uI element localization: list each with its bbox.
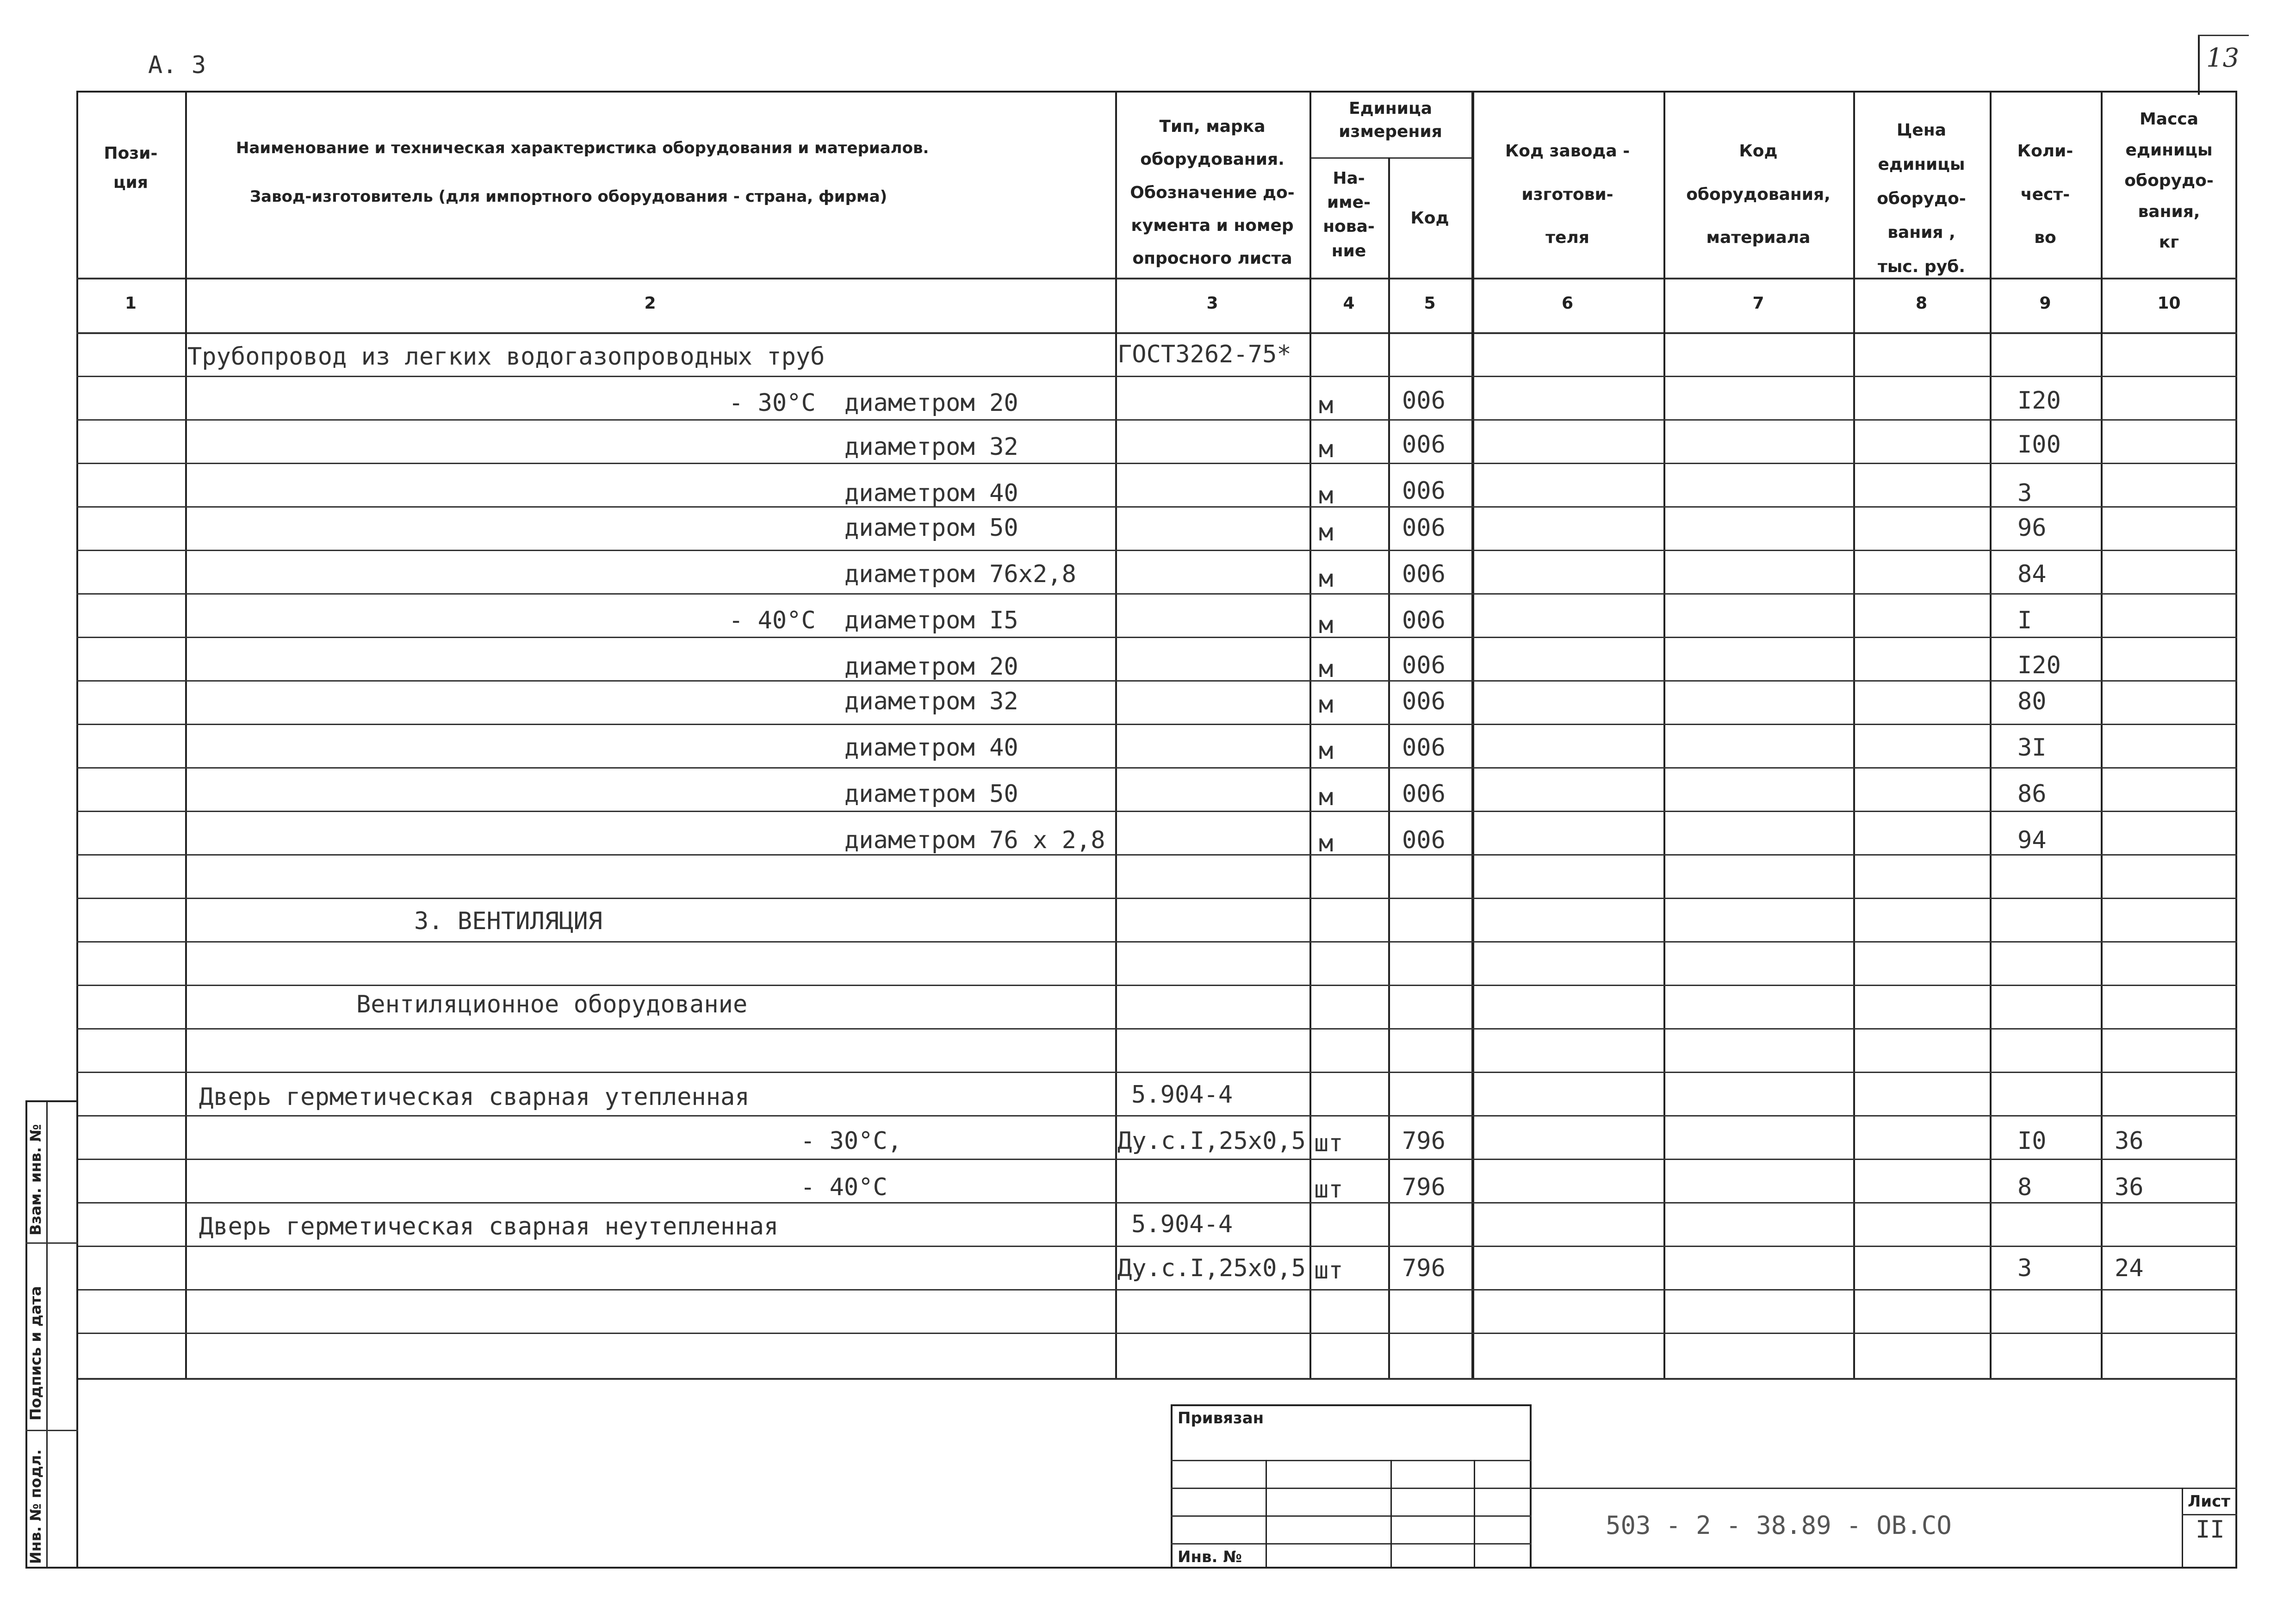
row-10-qty: 86 xyxy=(2017,780,2047,808)
row-4-qty: 96 xyxy=(2017,514,2047,542)
row-16-unit: шт xyxy=(1314,1176,1343,1204)
side-label-replaced-inv: Взам. инв. № xyxy=(27,1124,44,1235)
row-14-name: Дверь герметическая сварная утепленная xyxy=(199,1083,750,1111)
header-unit-mass: Масса единицы оборудо- вания, кг xyxy=(2124,110,2214,252)
subsection-ventilation-equipment: Вентиляционное оборудование xyxy=(356,991,748,1018)
colnum-8: 8 xyxy=(1915,294,1928,313)
row-0-doc: ГОСТ3262-75* xyxy=(1117,341,1291,368)
side-label-signature-date: Подпись и дата xyxy=(27,1286,44,1421)
col-line-3 xyxy=(1309,91,1311,1378)
row-18-code: 796 xyxy=(1402,1254,1446,1282)
sheet-box-mid xyxy=(2182,1514,2237,1515)
row-line xyxy=(76,941,2237,943)
col-line-9 xyxy=(2101,91,2103,1378)
row-18-unit: шт xyxy=(1314,1257,1343,1284)
row-line xyxy=(76,1202,2237,1204)
page-number-box-left xyxy=(2198,35,2200,95)
row-6-qty: I xyxy=(2017,607,2032,634)
row-2-unit: м xyxy=(1319,435,1334,463)
row-line xyxy=(76,1159,2237,1160)
row-line xyxy=(76,463,2237,464)
stamp-vline xyxy=(1390,1460,1392,1569)
stamp-tied-label: Привязан xyxy=(1178,1409,1264,1427)
row-6-prefix: - 40°С xyxy=(729,607,816,634)
colnum-3: 3 xyxy=(1206,294,1218,313)
row-1-unit: м xyxy=(1319,391,1334,419)
row-9-qty: 3I xyxy=(2017,734,2047,762)
colnum-9: 9 xyxy=(2039,294,2051,313)
unit-group-line xyxy=(1309,157,1471,159)
row-7-qty: I20 xyxy=(2017,651,2061,679)
colnum-6: 6 xyxy=(1561,294,1574,313)
row-17-name: Дверь герметическая сварная неутепленная xyxy=(199,1213,779,1241)
row-line xyxy=(76,1072,2237,1073)
row-8-unit: м xyxy=(1319,691,1334,719)
stamp-vline xyxy=(1266,1460,1267,1569)
row-9-code: 006 xyxy=(1402,734,1446,762)
row-line xyxy=(76,1246,2237,1247)
col-line-2 xyxy=(1115,91,1117,1378)
stamp-line xyxy=(1171,1488,1532,1489)
row-10-unit: м xyxy=(1319,783,1334,811)
row-0-name: Трубопровод из легких водогазопроводных труб xyxy=(187,343,825,371)
row-4-code: 006 xyxy=(1402,514,1446,542)
stamp-code-top xyxy=(1532,1488,2237,1489)
row-16-code: 796 xyxy=(1402,1173,1446,1201)
row-11-qty: 94 xyxy=(2017,826,2047,854)
side-stamp-divider xyxy=(25,1242,78,1244)
row-line xyxy=(76,419,2237,421)
row-16-mass: 36 xyxy=(2115,1173,2144,1201)
row-16-qty: 8 xyxy=(2017,1173,2032,1201)
header-name-line2: Завод-изготовитель (для импортного оборудования - страна, фирма) xyxy=(250,187,887,206)
header-unit-group: Единица измерения xyxy=(1339,99,1442,142)
row-2-name: диаметром 32 xyxy=(844,433,1018,461)
header-equipment-code: Код оборудования, материала xyxy=(1686,142,1831,248)
row-11-unit: м xyxy=(1319,830,1334,857)
header-name-line1: Наименование и техническая характеристика оборудования и материалов. xyxy=(236,139,929,157)
section-ventilation-title: 3. ВЕНТИЛЯЦИЯ xyxy=(414,907,602,935)
row-3-unit: м xyxy=(1319,482,1334,509)
page-number-box-top xyxy=(2198,35,2249,36)
header-quantity: Коли- чест- во xyxy=(2017,142,2073,248)
row-7-unit: м xyxy=(1319,655,1334,683)
row-line xyxy=(76,506,2237,508)
table-bottom-line xyxy=(76,1378,2237,1380)
row-line xyxy=(76,593,2237,595)
row-5-qty: 84 xyxy=(2017,560,2047,588)
row-line xyxy=(76,1028,2237,1030)
row-14-doc: 5.904-4 xyxy=(1131,1081,1233,1109)
row-6-unit: м xyxy=(1319,611,1334,639)
row-3-qty: 3 xyxy=(2017,479,2032,507)
col-line-8 xyxy=(1990,91,1992,1378)
stamp-line xyxy=(1171,1460,1532,1461)
row-line xyxy=(76,550,2237,551)
colnum-4: 4 xyxy=(1343,294,1355,313)
row-line xyxy=(76,898,2237,899)
row-line xyxy=(76,724,2237,725)
row-10-code: 006 xyxy=(1402,780,1446,808)
colnum-7: 7 xyxy=(1752,294,1764,313)
row-15-unit: шт xyxy=(1314,1129,1343,1157)
side-label-original-inv: Инв. № подл. xyxy=(27,1449,44,1564)
page-number: 13 xyxy=(2206,43,2240,73)
colnum-5: 5 xyxy=(1424,294,1436,313)
row-9-unit: м xyxy=(1319,737,1334,765)
row-line xyxy=(76,680,2237,682)
row-1-code: 006 xyxy=(1402,387,1446,415)
row-15-doc: Ду.с.I,25х0,5 xyxy=(1117,1127,1306,1155)
col-line-5 xyxy=(1471,91,1474,1378)
row-5-unit: м xyxy=(1319,565,1334,593)
stamp-inv-label: Инв. № xyxy=(1178,1548,1242,1566)
row-3-code: 006 xyxy=(1402,477,1446,505)
row-18-qty: 3 xyxy=(2017,1254,2032,1282)
colnum-1: 1 xyxy=(124,294,137,313)
row-line xyxy=(76,811,2237,812)
header-position: Пози- ция xyxy=(104,144,158,192)
row-8-code: 006 xyxy=(1402,688,1446,715)
row-4-name: диаметром 50 xyxy=(844,514,1018,542)
header-unit-name: На- име- нова- ние xyxy=(1323,169,1375,261)
side-stamp-divider xyxy=(25,1430,78,1431)
row-15-code: 796 xyxy=(1402,1127,1446,1155)
document-code: 503 - 2 - 38.89 - ОВ.СО xyxy=(1606,1511,1952,1540)
row-1-qty: I20 xyxy=(2017,387,2061,415)
row-11-name: диаметром 76 х 2,8 xyxy=(844,826,1105,854)
sheet-number: II xyxy=(2196,1516,2225,1544)
row-line xyxy=(76,1115,2237,1117)
stamp-line xyxy=(1171,1543,1532,1545)
row-5-name: диаметром 76х2,8 xyxy=(844,560,1076,588)
stamp-vline xyxy=(1474,1460,1475,1569)
row-line xyxy=(76,1289,2237,1290)
row-18-doc: Ду.с.I,25х0,5 xyxy=(1117,1254,1306,1282)
row-18-mass: 24 xyxy=(2115,1254,2144,1282)
row-line xyxy=(76,985,2237,986)
row-7-name: диаметром 20 xyxy=(844,653,1018,681)
row-line xyxy=(76,637,2237,638)
row-8-qty: 80 xyxy=(2017,688,2047,715)
row-6-code: 006 xyxy=(1402,607,1446,634)
header-type-mark: Тип, марка оборудования. Обозначение до- кумента и номер опросного листа xyxy=(1130,117,1295,268)
row-3-name: диаметром 40 xyxy=(844,479,1018,507)
colnum-bottom-line xyxy=(76,332,2237,334)
row-8-name: диаметром 32 xyxy=(844,688,1018,715)
row-15-prefix: - 30°С, xyxy=(800,1127,902,1155)
row-1-name: диаметром 20 xyxy=(844,389,1018,417)
row-6-name: диаметром I5 xyxy=(844,607,1018,634)
row-16-prefix: - 40°С xyxy=(800,1173,887,1201)
row-2-code: 006 xyxy=(1402,431,1446,459)
row-2-qty: I00 xyxy=(2017,431,2061,459)
row-line xyxy=(76,767,2237,769)
sheet-label: Лист xyxy=(2188,1492,2230,1511)
row-15-mass: 36 xyxy=(2115,1127,2144,1155)
row-11-code: 006 xyxy=(1402,826,1446,854)
header-unit-price: Цена единицы оборудо- вания , тыс. руб. xyxy=(1877,121,1966,277)
colnum-10: 10 xyxy=(2157,294,2181,313)
row-9-name: диаметром 40 xyxy=(844,734,1018,762)
header-factory-code: Код завода - изготови- теля xyxy=(1505,142,1630,248)
row-10-name: диаметром 50 xyxy=(844,780,1018,808)
header-unit-code: Код xyxy=(1410,209,1449,228)
stamp-line xyxy=(1171,1515,1532,1517)
sheet-box-left xyxy=(2182,1488,2183,1569)
row-line xyxy=(76,854,2237,856)
row-4-unit: м xyxy=(1319,519,1334,546)
colnum-2: 2 xyxy=(644,294,656,313)
row-17-doc: 5.904-4 xyxy=(1131,1210,1233,1238)
row-7-code: 006 xyxy=(1402,651,1446,679)
row-5-code: 006 xyxy=(1402,560,1446,588)
col-line-1 xyxy=(185,91,187,1378)
side-stamp-inner-line xyxy=(46,1100,48,1569)
row-15-qty: I0 xyxy=(2017,1127,2047,1155)
row-line xyxy=(76,376,2237,377)
col-line-6 xyxy=(1663,91,1665,1378)
sheet-format-label: А. 3 xyxy=(148,51,206,79)
row-line xyxy=(76,1333,2237,1334)
row-1-prefix: - 30°С xyxy=(729,389,816,417)
